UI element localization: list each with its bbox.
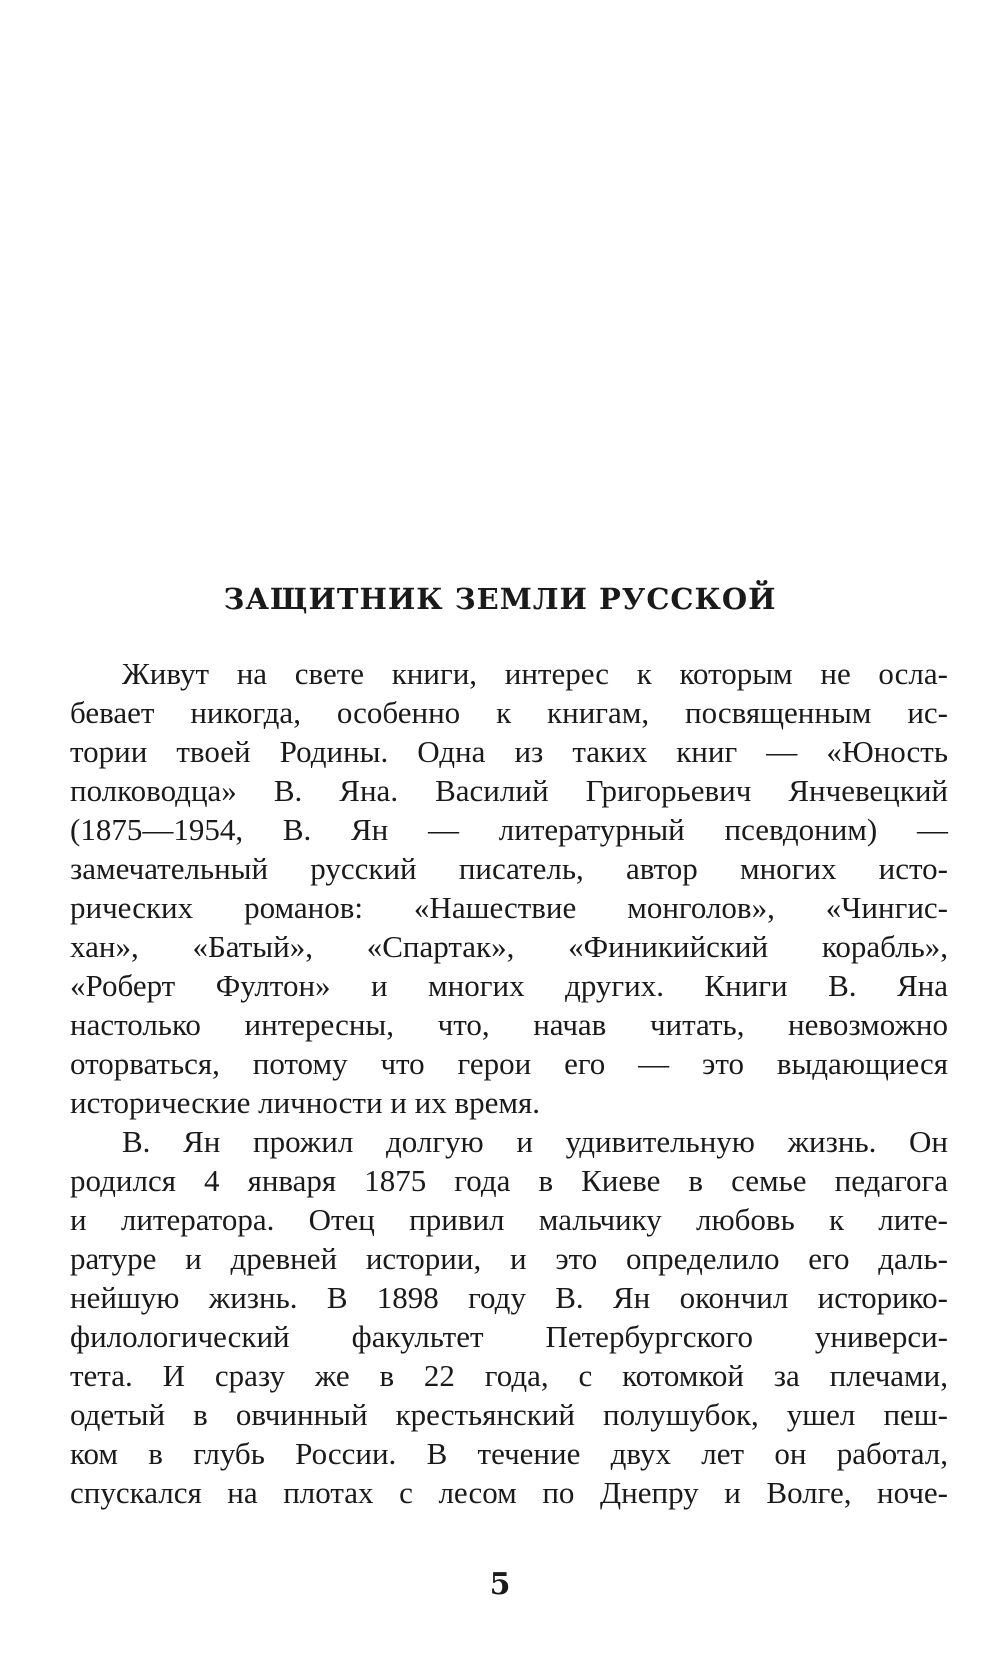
- text-line: тета. И сразу же в 22 года, с котомкой за плечами,: [70, 1358, 948, 1393]
- page-number: 5: [489, 1567, 511, 1602]
- paragraph: [70, 1122, 948, 1512]
- text-line: полководца» В. Яна. Василий Григорьевич Янчевецкий: [70, 773, 948, 808]
- text-line: исторические личности и их время.: [70, 1085, 540, 1120]
- body-text: [70, 654, 948, 1512]
- text-line: замечательный русский писатель, автор многих исто-: [70, 851, 948, 886]
- text-line: бевает никогда, особенно к книгам, посвященным ис-: [70, 695, 948, 730]
- text-line: одетый в овчинный крестьянский полушубок, ушел пеш-: [70, 1397, 948, 1432]
- text-line: оторваться, потому что герои его — это выдающиеся: [70, 1046, 948, 1081]
- text-line: нейшую жизнь. В 1898 году В. Ян окончил историко-: [70, 1280, 948, 1315]
- text-line: родился 4 января 1875 года в Киеве в семье педагога: [70, 1163, 948, 1198]
- text-line: тории твоей Родины. Одна из таких книг — «Юность: [70, 734, 948, 769]
- text-line: настолько интересны, что, начав читать, невозможно: [70, 1007, 948, 1042]
- text-line: ратуре и древней истории, и это определило его даль-: [70, 1241, 948, 1276]
- text-line: «Роберт Фултон» и многих других. Книги В. Яна: [70, 968, 948, 1003]
- text-line: хан», «Батый», «Спартак», «Финикийский корабль»,: [70, 929, 948, 964]
- chapter-title: ЗАЩИТНИК ЗЕМЛИ РУССКОЙ: [223, 582, 777, 616]
- text-line: Живут на свете книги, интерес к которым не осла-: [122, 656, 948, 691]
- paragraph: [70, 654, 948, 1122]
- text-line: (1875—1954, В. Ян — литературный псевдоним) —: [70, 812, 948, 847]
- text-line: ком в глубь России. В течение двух лет он работал,: [70, 1436, 948, 1471]
- text-line: В. Ян прожил долгую и удивительную жизнь. Он: [122, 1124, 948, 1159]
- text-line: спускался на плотах с лесом по Днепру и Волге, ноче-: [70, 1475, 948, 1510]
- text-line: филологический факультет Петербургского универси-: [70, 1319, 948, 1354]
- text-line: рических романов: «Нашествие монголов», «Чингис-: [70, 890, 948, 925]
- text-line: и литератора. Отец привил мальчику любовь к лите-: [70, 1202, 948, 1237]
